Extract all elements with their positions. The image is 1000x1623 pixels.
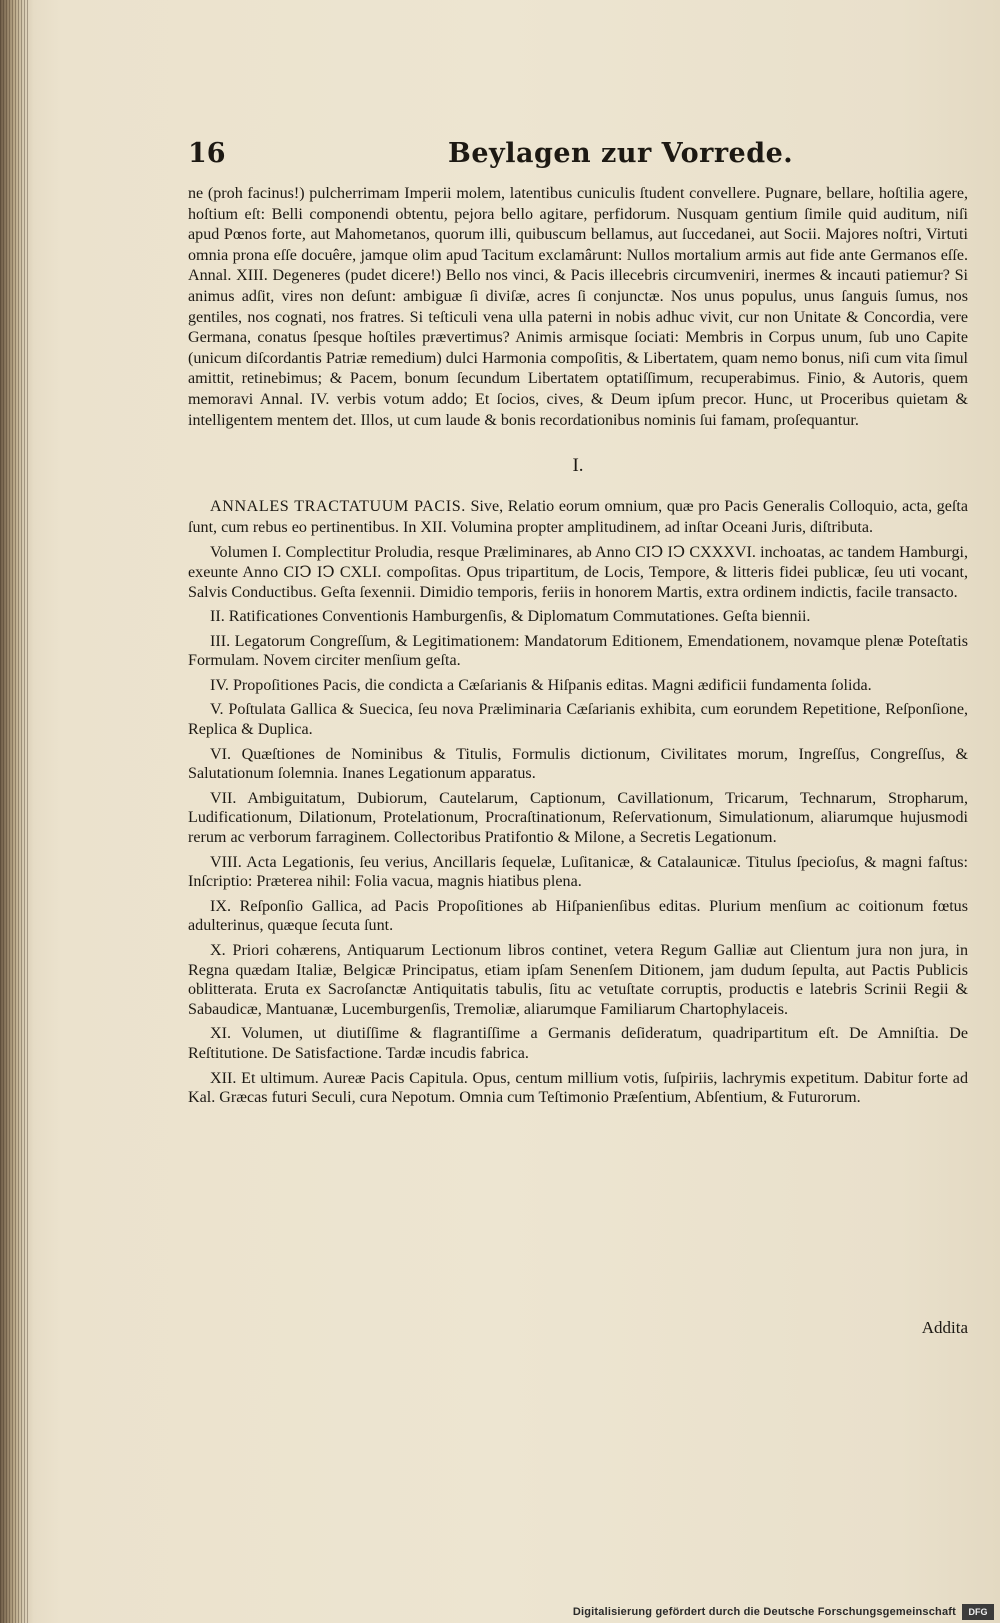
section-heading: I.	[572, 455, 584, 477]
volume-entry-11: XI. Volumen, ut diutiſſime & flagrantiſſime a Germanis deſideratum, quadripartitum eſt. De Amniſtia. De Reſtitutione. De Satisfactione. Tardæ incudis fabrica.	[188, 1025, 968, 1062]
volume-entry-8: VIII. Acta Legationis, ſeu verius, Ancillaris ſequelæ, Luſitanicæ, & Catalaunicæ. Titulus ſpecioſus, & magni faſtus: Inſcriptio: Præterea nihil: Folia vacua, magnis hiatibus plena.	[188, 853, 968, 891]
annales-paragraph	[188, 497, 968, 538]
volume-entry-1: Volumen I. Complectitur Proludia, resque Præliminares, ab Anno CIↃ IↃ CXXXVI. inchoatas, ac tandem Hamburgi, exeunte Anno CIↃ IↃ CXLI. compoſitas. Opus tripartitum, de Locis, Tempore, & litteris fidei publicæ, ſeu uti vocant, Salvis Conductibus. Geſta ſexennii. Dimidio temporis, feriis in honorem Martis, extra ordinem indictis, facile transacto.	[188, 544, 968, 601]
volume-entry-2: II. Ratificationes Conventionis Hamburgenſis, & Diplomatum Commutationes. Geſta biennii.	[210, 608, 811, 626]
book-page	[188, 138, 968, 1337]
volume-entry-7: VII. Ambiguitatum, Dubiorum, Cautelarum, Captionum, Cavillationum, Tricarum, Technarum, Stropharum, Ludificationum, Dilationum, Protelationum, Procraſtinationum, Reſervationum, Simulationum, aliarumque hujusmodi rerum ac verborum farraginem. Collectoribus Pratifontio & Milone, a Secretis Legationum.	[188, 789, 968, 847]
catchword: Addita	[921, 1318, 968, 1337]
digitization-credit: Digitalisierung gefördert durch die Deutsche Forschungsgemeinschaft	[572, 1606, 956, 1618]
intro-paragraph: ne (proh facinus!) pulcherrimam Imperii molem, latentibus cuniculis ſtudent convellere. Pugnare, bellare, hoſtilia agere, hoſtium eſt: Belli componendi obtentu, pejora bello agitare, perfidorum. Nusquam gentium ſimile quid auditum, niſi apud Pœnos forte, aut Mahometanos, quorum illi, quibuscum bellamus, aut ſuccedanei, aut Socii. Majores noſtri, Virtuti omnia prona eſſe docuêre, jamque olim apud Tacitum exclamârunt: Nullos mortalium armis aut fide ante Germanos eſſe. Annal. XIII. Degeneres (pudet dicere!) Bello nos vinci, & Pacis illecebris circumveniri, inermes & incauti patiemur? Si animus adſit, vires non deſunt: ambiguæ ſi diviſæ, acres ſi conjunctæ. Nos unus populus, unus ſanguis ſumus, nos gentiles, nos cognati, nos fratres. Si teſticuli vena ulla paterni in nobis adhuc vivit, cur non Unitate & Concordia, vere Germana, conatus ſpesque hoſtiles prævertimus? Animis armisque ſociati: Membris in Corpus unum, ſub uno Capite (unicum diſcordantis Patriæ remedium) dulci Harmonia compoſitis, & Libertatem, quam nemo bonus, niſi cum vita ſimul amittit, retinebimus; & Pacem, bonum ſecundum Libertatem optatiſſimum, recuperabimus. Finio, & Autoris, quem memoravi Annal. IV. verbis votum addo; Et ſocios, cives, & Deum ipſum precor. Hunc, ut Proceribus quietam & intelligentem mentem det. Illos, ut cum laude & bonis recordationibus nominis ſui famam, proſequantur.	[188, 185, 968, 429]
page-number: 16	[188, 138, 226, 169]
annales-text: Sive, Relatio eorum omnium, quæ pro Pacis Generalis Colloquio, acta, geſta ſunt, cum rebus eo pertinentibus. In XII. Volumina propter amplitudinem, ad inſtar Oceani Juris, diſtributa.	[188, 498, 968, 536]
volume-entry-6: VI. Quæſtiones de Nominibus & Titulis, Formulis dictionum, Civilitates morum, Ingreſſus, Congreſſus, & Salutationum ſolemnia. Inanes Legationum apparatus.	[188, 745, 968, 783]
book-spine-edge	[0, 0, 30, 1623]
volume-entry-10: X. Priori cohærens, Antiquarum Lectionum libros continet, vetera Regum Galliæ aut Clientum jura non jura, in Regna quædam Italiæ, Belgicæ Principatus, etiam ipſam Senenſem Ditionem, jam dudum ſepulta, aut Pactis Publicis oblitterata. Eruta ex Sacroſanctæ Antiquitatis tabulis, ſitu ac vetuſtate corruptis, productis e latebris Scrinii Regii & Sabaudicæ, Mantuanæ, Lucemburgenſis, Tremoliæ, aliarumque Familiarum Chartophylaceis.	[188, 942, 968, 1018]
volume-entry-3: III. Legatorum Congreſſum, & Legitimationem: Mandatorum Editionem, Emendationem, novamque plenæ Poteſtatis Formulam. Novem circiter menſium geſta.	[188, 632, 968, 670]
volume-entry-9: IX. Reſponſio Gallica, ad Pacis Propoſitiones ab Hiſpanienſibus editas. Plurium menſium ac coitionum fœtus adulterinus, quæque ſecuta ſunt.	[188, 897, 968, 935]
running-head	[188, 138, 968, 178]
volume-entry-4: IV. Propoſitiones Pacis, die condicta a Cæſarianis & Hiſpanis editas. Magni ædificii fundamenta ſolida.	[210, 676, 872, 694]
annales-lead: ANNALES TRACTATUUM PACIS.	[210, 498, 466, 516]
dfg-logo: DFG	[962, 1604, 994, 1620]
running-title: Beylagen zur Vorrede.	[448, 138, 794, 169]
volume-entry-12: XII. Et ultimum. Aureæ Pacis Capitula. Opus, centum millium votis, ſuſpiriis, lachrymis expetitum. Dabitur forte ad Kal. Græcas futuri Seculi, cura Nepotum. Omnia cum Teſtimonio Præſentium, Abſentium, & Futurorum.	[188, 1069, 968, 1107]
volume-entry-5: V. Poſtulata Gallica & Suecica, ſeu nova Præliminaria Cæſarianis exhibita, cum eorundem Repetitione, Reſponſione, Replica & Duplica.	[188, 701, 968, 739]
